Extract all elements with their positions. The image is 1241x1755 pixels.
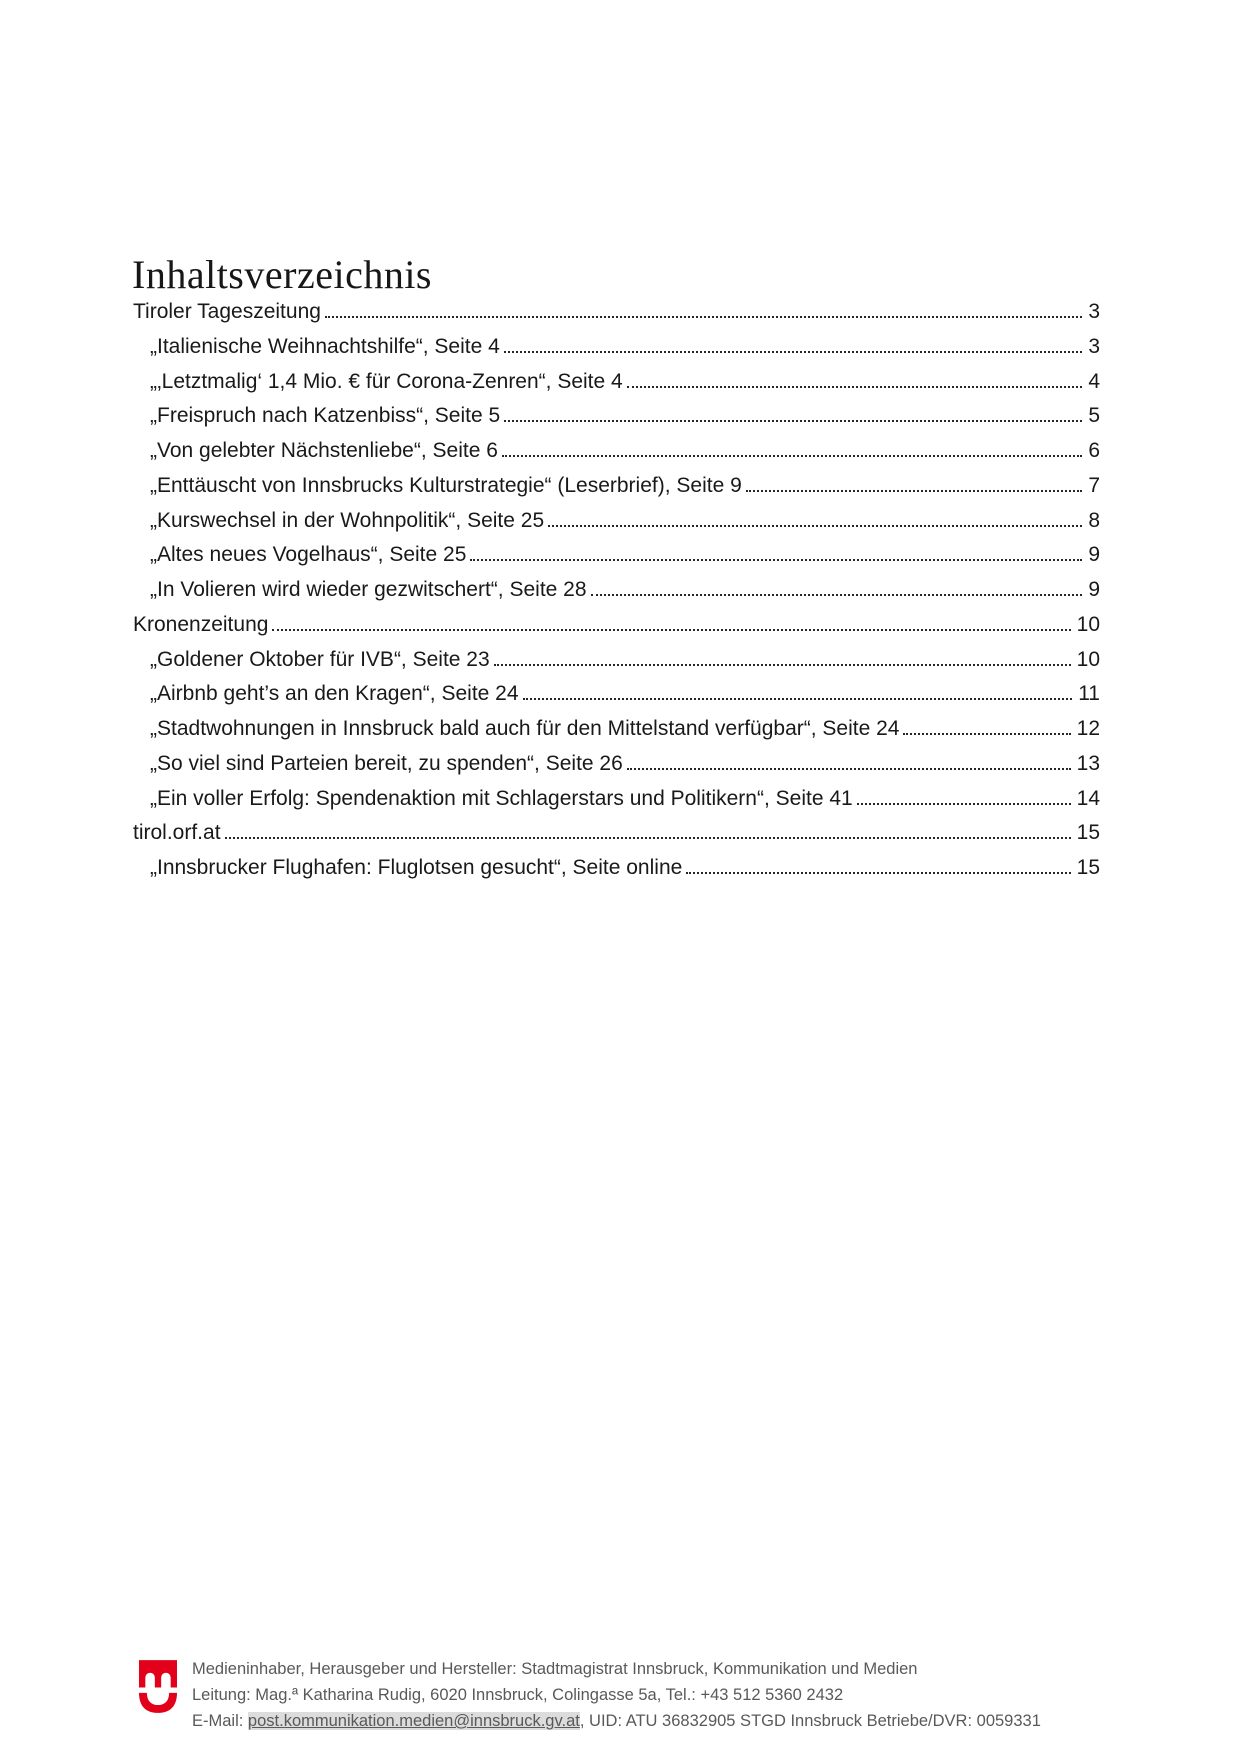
toc-entry[interactable] xyxy=(133,712,1100,747)
toc-leader-dots xyxy=(903,733,1070,735)
innsbruck-bridge-icon xyxy=(139,1660,177,1713)
innsbruck-logo xyxy=(139,1660,177,1718)
toc-page-number: 10 xyxy=(1076,612,1100,636)
toc-page-number: 11 xyxy=(1078,682,1100,706)
toc-entry[interactable] xyxy=(133,608,1100,643)
footer-line-2: Leitung: Mag.ª Katharina Rudig, 6020 Innsbruck, Colingasse 5a, Tel.: +43 512 5360 2432 xyxy=(192,1686,844,1704)
footer-line-1: Medieninhaber, Herausgeber und Hersteller: Stadtmagistrat Innsbruck, Kommunikation und Medien xyxy=(192,1660,918,1678)
toc-entry-label: „Ein voller Erfolg: Spendenaktion mit Schlagerstars und Politikern“, Seite 41 xyxy=(150,786,853,810)
toc-leader-dots xyxy=(591,594,1083,596)
toc-entry-label: „Altes neues Vogelhaus“, Seite 25 xyxy=(150,543,467,567)
footer-imprint xyxy=(192,1656,1041,1734)
toc-leader-dots xyxy=(504,420,1082,422)
toc-entry-label: „Kurswechsel in der Wohnpolitik“, Seite 25 xyxy=(150,508,545,532)
toc-page-number: 10 xyxy=(1076,647,1100,671)
toc-page-number: 5 xyxy=(1088,404,1100,428)
toc-page-number: 12 xyxy=(1076,717,1100,740)
toc-page-number: 6 xyxy=(1088,439,1100,462)
toc-entry[interactable] xyxy=(133,469,1100,504)
toc-entry-label: „Innsbrucker Flughafen: Fluglotsen gesucht“, Seite online xyxy=(150,856,683,879)
toc-leader-dots xyxy=(523,698,1073,700)
toc-entry[interactable] xyxy=(133,538,1100,573)
toc-entry[interactable] xyxy=(133,677,1100,712)
toc-entry-label: „Stadtwohnungen in Innsbruck bald auch für den Mittelstand verfügbar“, Seite 24 xyxy=(150,717,900,740)
toc-entry-label: „Airbnb geht’s an den Kragen“, Seite 24 xyxy=(150,682,519,706)
toc-page-number: 15 xyxy=(1076,821,1100,845)
toc-leader-dots xyxy=(504,351,1083,353)
toc-leader-dots xyxy=(627,768,1071,770)
toc-leader-dots xyxy=(325,316,1082,318)
toc-entry[interactable] xyxy=(133,330,1100,365)
toc-entry[interactable] xyxy=(133,851,1100,886)
toc-entry-label: „Freispruch nach Katzenbiss“, Seite 5 xyxy=(150,404,501,428)
page-title: Inhaltsverzeichnis xyxy=(132,251,432,297)
toc-leader-dots xyxy=(502,455,1082,457)
toc-entry-label: „Goldener Oktober für IVB“, Seite 23 xyxy=(150,647,490,671)
toc-entry-label: „Italienische Weihnachtshilfe“, Seite 4 xyxy=(150,334,500,358)
toc-leader-dots xyxy=(494,664,1071,666)
page-footer xyxy=(139,1656,1041,1734)
table-of-contents xyxy=(133,295,1100,886)
toc-entry[interactable] xyxy=(133,399,1100,434)
toc-entry-label: „‚Letztmalig‘ 1,4 Mio. € für Corona-Zenren“, Seite 4 xyxy=(150,369,623,393)
toc-entry-label: tirol.orf.at xyxy=(133,821,221,845)
toc-leader-dots xyxy=(470,559,1082,561)
toc-page-number: 7 xyxy=(1088,473,1100,497)
toc-entry[interactable] xyxy=(133,816,1100,851)
toc-leader-dots xyxy=(746,490,1083,492)
toc-leader-dots xyxy=(272,629,1070,631)
toc-page-number: 15 xyxy=(1076,856,1100,879)
toc-leader-dots xyxy=(548,525,1082,527)
toc-entry[interactable] xyxy=(133,782,1100,817)
toc-leader-dots xyxy=(225,837,1071,839)
toc-leader-dots xyxy=(857,803,1071,805)
toc-entry[interactable] xyxy=(133,434,1100,469)
toc-page-number: 3 xyxy=(1088,334,1100,358)
toc-entry[interactable] xyxy=(133,504,1100,539)
toc-entry[interactable] xyxy=(133,295,1100,330)
toc-entry-label: „Enttäuscht von Innsbrucks Kulturstrategie“ (Leserbrief), Seite 9 xyxy=(150,473,742,497)
toc-entry-label: Tiroler Tageszeitung xyxy=(133,300,321,323)
email-link[interactable]: post.kommunikation.medien@innsbruck.gv.at xyxy=(247,1712,580,1730)
toc-page-number: 4 xyxy=(1088,369,1100,393)
toc-page-number: 9 xyxy=(1088,578,1100,601)
toc-leader-dots xyxy=(627,386,1083,388)
toc-entry-label: „In Volieren wird wieder gezwitschert“, Seite 28 xyxy=(150,578,587,601)
toc-entry[interactable] xyxy=(133,365,1100,400)
footer-email-suffix: , UID: ATU 36832905 STGD Innsbruck Betriebe/DVR: 0059331 xyxy=(579,1712,1041,1730)
toc-page-number: 9 xyxy=(1088,543,1100,567)
toc-page-number: 14 xyxy=(1076,786,1100,810)
footer-line-3 xyxy=(192,1708,1041,1734)
toc-entry-label: „So viel sind Parteien bereit, zu spenden“, Seite 26 xyxy=(150,751,623,775)
toc-entry[interactable] xyxy=(133,573,1100,608)
toc-page-number: 8 xyxy=(1088,508,1100,532)
toc-entry[interactable] xyxy=(133,747,1100,782)
toc-leader-dots xyxy=(686,872,1070,874)
footer-email-prefix: E-Mail: xyxy=(192,1712,248,1730)
toc-page-number: 13 xyxy=(1076,751,1100,775)
toc-entry[interactable] xyxy=(133,643,1100,678)
toc-entry-label: „Von gelebter Nächstenliebe“, Seite 6 xyxy=(150,439,498,462)
toc-entry-label: Kronenzeitung xyxy=(133,612,269,636)
toc-page-number: 3 xyxy=(1088,300,1100,323)
